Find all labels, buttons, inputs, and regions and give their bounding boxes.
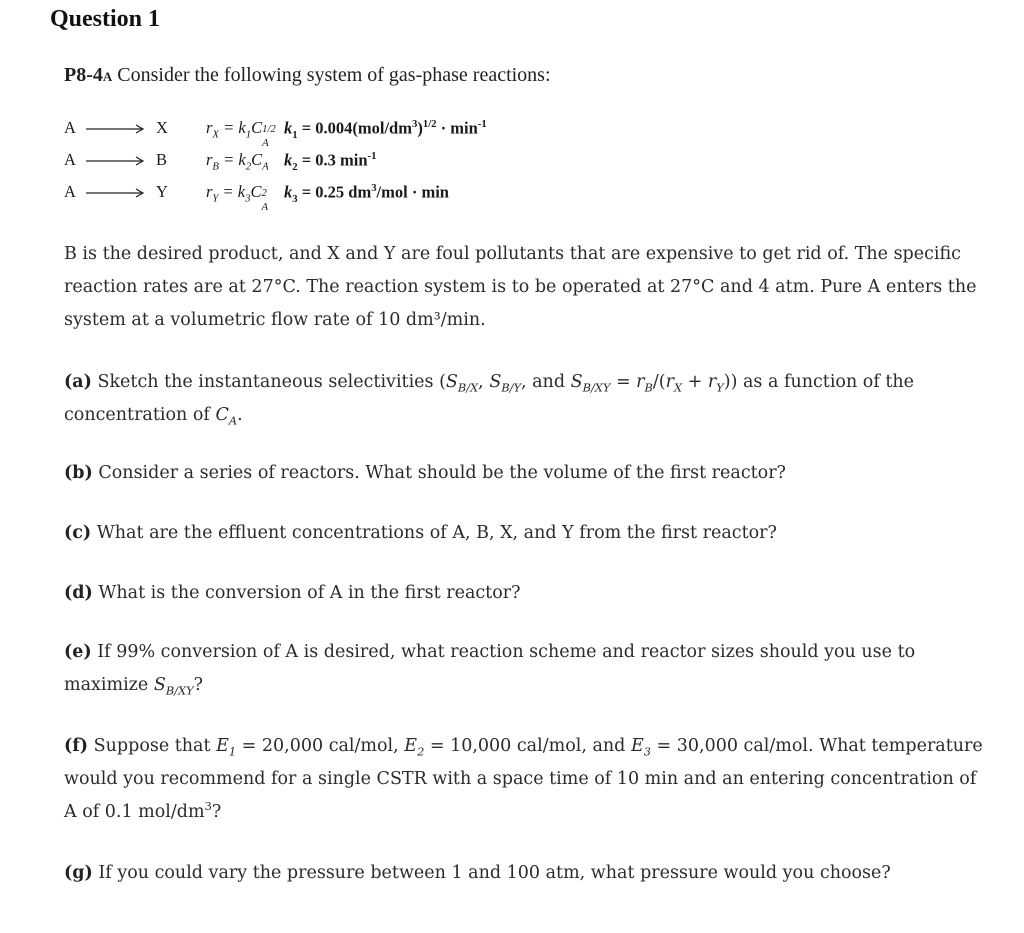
rate-constant: $k_2 = 0.3$ $\min^{-1}$ <box>284 150 377 173</box>
question-part-e: (e) If 99% conversion of A is desired, what reaction scheme and reactor sizes should you use to maximize $S_{B/XY}$? <box>64 642 916 698</box>
question-part-a: (a) Sketch the instantaneous selectivities ($S_{B/X}$, $S_{B/Y}$, and $S_{B/XY} = r_B/(r_X + r_Y)$) as a function of the concentration of $C_A$. <box>64 372 915 428</box>
product: X <box>156 118 168 137</box>
question-part-g: (g) If you could vary the pressure between 1 and 100 atm, what pressure would you choose? <box>64 863 891 883</box>
rate-law: $r_B = k_2C_A$ <box>206 150 269 173</box>
reactant: A <box>64 182 76 201</box>
problem-intro-text: Consider the following system of gas-phase reactions: <box>117 64 551 86</box>
arrow-right-icon <box>86 118 150 134</box>
rate-law: $r_Y = k_3C$ 2 A <box>206 182 269 213</box>
product: Y <box>156 182 168 201</box>
reactant: A <box>64 118 76 137</box>
problem-intro <box>64 64 551 87</box>
rate-constant: $k_1 = 0.004(mol/dm^3)^{1/2} \cdot \min^{-1}$ <box>284 118 487 141</box>
rate-law: $r_X = k_1C$ 1/2 A <box>206 118 276 149</box>
rate-constant: $k_3 = 0.25$ $dm^3$/mol · min <box>284 182 449 205</box>
question-part-b: (b) Consider a series of reactors. What should be the volume of the first reactor? <box>64 463 786 483</box>
problem-id: P8-4A <box>64 64 113 86</box>
arrow-right-icon <box>86 182 150 198</box>
arrow-right-icon <box>86 150 150 166</box>
question-part-f: (f) Suppose that $E_1 = 20,000$ cal/mol, $E_2 = 10,000$ cal/mol, and $E_3 = 30,000$ cal/mol. What temperature would you recommend for a single CSTR with a space time of 10 min and an entering concentration of A of 0.1 mol/$dm^3$? <box>64 736 983 822</box>
question-heading: Question 1 <box>50 6 161 32</box>
question-part-d: (d) What is the conversion of A in the first reactor? <box>64 583 521 603</box>
product: B <box>156 150 168 169</box>
question-part-c: (c) What are the effluent concentrations of A, B, X, and Y from the first reactor? <box>64 523 777 543</box>
reactant: A <box>64 150 76 169</box>
problem-description: B is the desired product, and X and Y are foul pollutants that are expensive to get rid of. The specific reaction rates are at 27°C. The reaction system is to be operated at 27°C and 4 atm. Pure A enters the system at a volumetric flow rate of 10 dm³/min. <box>64 244 977 330</box>
